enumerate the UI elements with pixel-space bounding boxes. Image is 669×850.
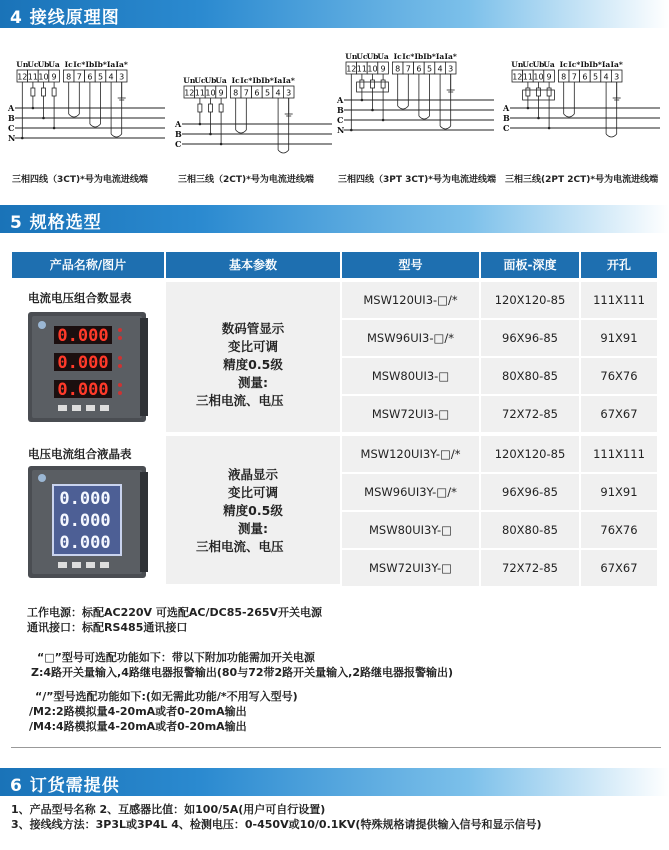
terminal-number: 10 [533, 72, 544, 82]
junction-dot [548, 127, 551, 130]
param-line: 数码管显示 [221, 321, 285, 336]
lcd-digits-1: 0.000 [59, 489, 111, 509]
terminal-header-label: Ia [106, 60, 116, 69]
phase-label: N [337, 125, 345, 135]
terminal-header-label: Uc [356, 52, 368, 61]
model-cell: MSW120UI3Y-□/* [342, 436, 479, 472]
terminal-header-label: Ua [543, 60, 555, 69]
terminal-number: 3 [614, 72, 620, 82]
terminal-number: 7 [243, 88, 249, 98]
phase-label: B [503, 113, 510, 123]
terminal-number: 4 [437, 64, 443, 74]
terminal-header-label: Uc [522, 60, 534, 69]
terminal-header-label: Ia* [444, 52, 457, 61]
note-power: 工作电源：标配AC220V 可选配AC/DC85-265V开关电源 [27, 606, 323, 619]
terminal-number: 10 [38, 72, 49, 82]
wiring-caption-1: 三相四线（3CT)*号为电流进线端 [12, 175, 148, 185]
ct-coil [419, 116, 430, 119]
terminal-number: 8 [395, 64, 401, 74]
model-cell: MSW72UI3-□ [342, 396, 479, 432]
section-5-title: 5 规格选型 [10, 213, 102, 233]
junction-dot [527, 107, 530, 110]
model-cell: MSW80UI3Y-□ [342, 512, 479, 548]
param-line: 三相电流、电压 [196, 393, 284, 408]
fuse-symbol [52, 88, 56, 96]
terminal-header-label: Ib* [261, 76, 274, 85]
product-name-lcd: 电压电流组合液晶表 [28, 447, 132, 461]
terminal-number: 6 [254, 88, 260, 98]
params-led [166, 320, 340, 410]
th-product: 产品名称/图片 [12, 252, 164, 278]
terminal-header-label: Ic* [240, 76, 253, 85]
terminal-number: 5 [426, 64, 433, 74]
ct-coil [398, 106, 409, 109]
terminal-header-label: Ib [252, 76, 262, 85]
junction-dot [361, 99, 364, 102]
terminal-number: 5 [592, 72, 599, 82]
param-line: 三相电流、电压 [196, 539, 284, 554]
terminal-number: 3 [119, 72, 125, 82]
fuse-symbol [31, 88, 35, 96]
ct-coil [440, 126, 451, 129]
junction-dot [220, 143, 223, 146]
section-4-title: 4 接线原理图 [10, 8, 120, 28]
note-option-m2: /M2:2路模拟量4-20mA或者0-20mA输出 [29, 705, 247, 718]
terminal-header-label: Ic [393, 52, 402, 61]
terminal-number: 9 [546, 72, 552, 82]
hole-cell: 76X76 [581, 512, 657, 548]
terminal-number: 7 [76, 72, 82, 82]
terminal-header-label: Ub [532, 60, 545, 69]
ct-coil [278, 150, 289, 153]
terminal-header-label: Ua [377, 52, 389, 61]
terminal-number: 7 [405, 64, 411, 74]
param-line: 测量: [238, 375, 268, 390]
terminal-header-label: Ia [273, 76, 283, 85]
lcd-digits-3: 0.000 [59, 533, 111, 553]
junction-dot [209, 133, 212, 136]
terminal-header-label: Ub [204, 76, 217, 85]
terminal-header-label: Un [511, 60, 524, 69]
param-line: 精度0.5级 [223, 503, 283, 518]
section-6-header [0, 768, 669, 796]
junction-dot [371, 109, 374, 112]
terminal-number: 9 [218, 88, 224, 98]
terminal-number: 6 [87, 72, 93, 82]
terminal-number: 9 [380, 64, 386, 74]
terminal-header-label: Ic [231, 76, 240, 85]
terminal-header-label: Ic [559, 60, 568, 69]
wiring-caption-2: 三相三线（2CT)*号为电流进线端 [178, 175, 314, 185]
panel-cell: 80X80-85 [481, 512, 579, 548]
terminal-header-label: Ib [414, 52, 424, 61]
terminal-number: 5 [97, 72, 104, 82]
terminal-number: 8 [561, 72, 567, 82]
fuse-symbol [209, 104, 213, 112]
hole-cell: 67X67 [581, 396, 657, 432]
note-option-m4: /M4:4路模拟量4-20mA或者0-20mA输出 [29, 720, 247, 733]
terminal-header-label: Ic [64, 60, 73, 69]
ct-coil [236, 130, 247, 133]
terminal-number: 6 [582, 72, 588, 82]
order-line-1: 1、产品型号名称 2、互感器比值：如100/5A(用户可自行设置) [11, 803, 326, 816]
terminal-header-label: Ib* [589, 60, 602, 69]
hole-cell: 111X111 [581, 436, 657, 472]
param-line: 精度0.5级 [223, 357, 283, 372]
ct-coil [564, 114, 575, 117]
terminal-header-label: Ib* [423, 52, 436, 61]
junction-dot [21, 137, 24, 140]
fuse-symbol [526, 88, 530, 96]
terminal-header-label: Un [345, 52, 358, 61]
phase-label: C [503, 123, 510, 133]
product-image-lcd-meter [22, 462, 152, 582]
phase-label: N [8, 133, 16, 143]
model-cell: MSW72UI3Y-□ [342, 550, 479, 586]
terminal-header-label: Ia* [115, 60, 128, 69]
fuse-symbol [198, 104, 202, 112]
note-comm: 通讯接口：标配RS485通讯接口 [27, 621, 188, 634]
led-digits-2: 0.000 [57, 353, 109, 373]
phase-label: C [337, 115, 344, 125]
terminal-number: 12 [184, 88, 195, 98]
panel-cell: 96X96-85 [481, 320, 579, 356]
wiring-diagram-3p3w-2pt-2ct [500, 60, 665, 172]
th-cutout: 开孔 [581, 252, 657, 278]
terminal-number: 5 [264, 88, 271, 98]
terminal-header-label: Ia [601, 60, 611, 69]
terminal-header-label: Un [16, 60, 29, 69]
phase-label: B [337, 105, 344, 115]
terminal-number: 11 [194, 88, 205, 98]
panel-cell: 72X72-85 [481, 550, 579, 586]
ct-coil [90, 124, 101, 127]
th-model: 型号 [342, 252, 479, 278]
fuse-symbol [219, 104, 223, 112]
phase-label: A [337, 95, 344, 105]
junction-dot [537, 117, 540, 120]
fuse-symbol [360, 80, 364, 88]
junction-dot [42, 117, 45, 120]
terminal-number: 3 [448, 64, 454, 74]
phase-label: A [8, 103, 15, 113]
note-box-option-z: Z:4路开关量输入,4路继电器报警输出(80与72带2路开关量输入,2路继电器报警输出) [31, 666, 454, 679]
terminal-number: 11 [27, 72, 38, 82]
note-box-option-title: “□”型号可选配功能如下：带以下附加功能需加开关电源 [37, 651, 315, 664]
section-6-title: 6 订货需提供 [10, 776, 120, 796]
terminal-number: 9 [51, 72, 57, 82]
terminal-number: 12 [346, 64, 357, 74]
panel-cell: 80X80-85 [481, 358, 579, 394]
fuse-symbol [381, 80, 385, 88]
order-line-2: 3、接线线方法：3P3L或3P4L 4、检测电压：0-450V或10/0.1KV(特殊规格请提供输入信号和显示信号) [11, 818, 542, 831]
panel-cell: 96X96-85 [481, 474, 579, 510]
terminal-number: 8 [66, 72, 72, 82]
terminal-number: 11 [356, 64, 367, 74]
hole-cell: 111X111 [581, 282, 657, 318]
wiring-diagram-3p4w-3ct [5, 60, 170, 172]
fuse-symbol [371, 80, 375, 88]
terminal-header-label: Ib* [94, 60, 107, 69]
model-cell: MSW120UI3-□/* [342, 282, 479, 318]
wiring-caption-3: 三相四线（3PT 3CT)*号为电流进线端 [338, 175, 496, 185]
section-5-header [0, 205, 669, 233]
terminal-number: 4 [603, 72, 609, 82]
terminal-number: 4 [275, 88, 281, 98]
junction-dot [53, 127, 56, 130]
section-4-header [0, 0, 669, 28]
model-cell: MSW96UI3-□/* [342, 320, 479, 356]
terminal-header-label: Ia* [610, 60, 623, 69]
terminal-header-label: Ic* [402, 52, 415, 61]
phase-label: A [503, 103, 510, 113]
model-cell: MSW80UI3-□ [342, 358, 479, 394]
phase-label: B [175, 129, 182, 139]
hole-cell: 91X91 [581, 320, 657, 356]
phase-label: A [175, 119, 182, 129]
terminal-number: 3 [286, 88, 292, 98]
wiring-diagram-3p3w-2ct [172, 76, 337, 172]
terminal-number: 10 [205, 88, 216, 98]
divider [11, 747, 661, 748]
fuse-symbol [537, 88, 541, 96]
note-slash-option-title: “/”型号选配功能如下:(如无需此功能/*不用写入型号) [35, 690, 298, 703]
th-panel-depth: 面板-深度 [481, 252, 579, 278]
param-line: 测量: [238, 521, 268, 536]
terminal-number: 4 [108, 72, 114, 82]
panel-cell: 120X120-85 [481, 436, 579, 472]
terminal-header-label: Uc [27, 60, 39, 69]
wiring-caption-4: 三相三线(2PT 2CT)*号为电流进线端 [505, 175, 659, 185]
terminal-number: 7 [571, 72, 577, 82]
junction-dot [199, 123, 202, 126]
terminal-number: 10 [367, 64, 378, 74]
terminal-header-label: Ub [37, 60, 50, 69]
terminal-header-label: Ub [366, 52, 379, 61]
panel-cell: 72X72-85 [481, 396, 579, 432]
led-digits-1: 0.000 [57, 326, 109, 346]
led-digits-3: 0.000 [57, 380, 109, 400]
model-cell: MSW96UI3Y-□/* [342, 474, 479, 510]
param-line: 变比可调 [227, 339, 278, 354]
junction-dot [350, 129, 353, 132]
wiring-diagram-3p4w-3pt-3ct [334, 52, 499, 172]
junction-dot [32, 107, 35, 110]
terminal-header-label: Ib [580, 60, 590, 69]
terminal-number: 12 [512, 72, 523, 82]
hole-cell: 67X67 [581, 550, 657, 586]
terminal-header-label: Ua [48, 60, 60, 69]
hole-cell: 76X76 [581, 358, 657, 394]
phase-label: C [175, 139, 182, 149]
th-params: 基本参数 [166, 252, 340, 278]
phase-label: B [8, 113, 15, 123]
product-image-led-meter [22, 308, 152, 426]
panel-cell: 120X120-85 [481, 282, 579, 318]
terminal-header-label: Uc [194, 76, 206, 85]
terminal-number: 12 [17, 72, 28, 82]
ct-coil [606, 134, 617, 137]
terminal-header-label: Ib [85, 60, 95, 69]
terminal-header-label: Ia [435, 52, 445, 61]
phase-label: C [8, 123, 15, 133]
fuse-symbol [547, 88, 551, 96]
terminal-number: 8 [233, 88, 239, 98]
fuse-symbol [42, 88, 46, 96]
params-lcd [166, 466, 340, 556]
terminal-header-label: Ic* [73, 60, 86, 69]
param-line: 变比可调 [227, 485, 278, 500]
terminal-number: 11 [522, 72, 533, 82]
junction-dot [382, 119, 385, 122]
terminal-header-label: Un [183, 76, 196, 85]
terminal-header-label: Ia* [282, 76, 295, 85]
lcd-digits-2: 0.000 [59, 511, 111, 531]
terminal-number: 6 [416, 64, 422, 74]
hole-cell: 91X91 [581, 474, 657, 510]
param-line: 液晶显示 [227, 467, 278, 482]
ct-coil [111, 134, 122, 137]
product-name-led: 电流电压组合数显表 [28, 291, 132, 305]
ct-coil [69, 114, 80, 117]
terminal-header-label: Ic* [568, 60, 581, 69]
terminal-header-label: Ua [215, 76, 227, 85]
